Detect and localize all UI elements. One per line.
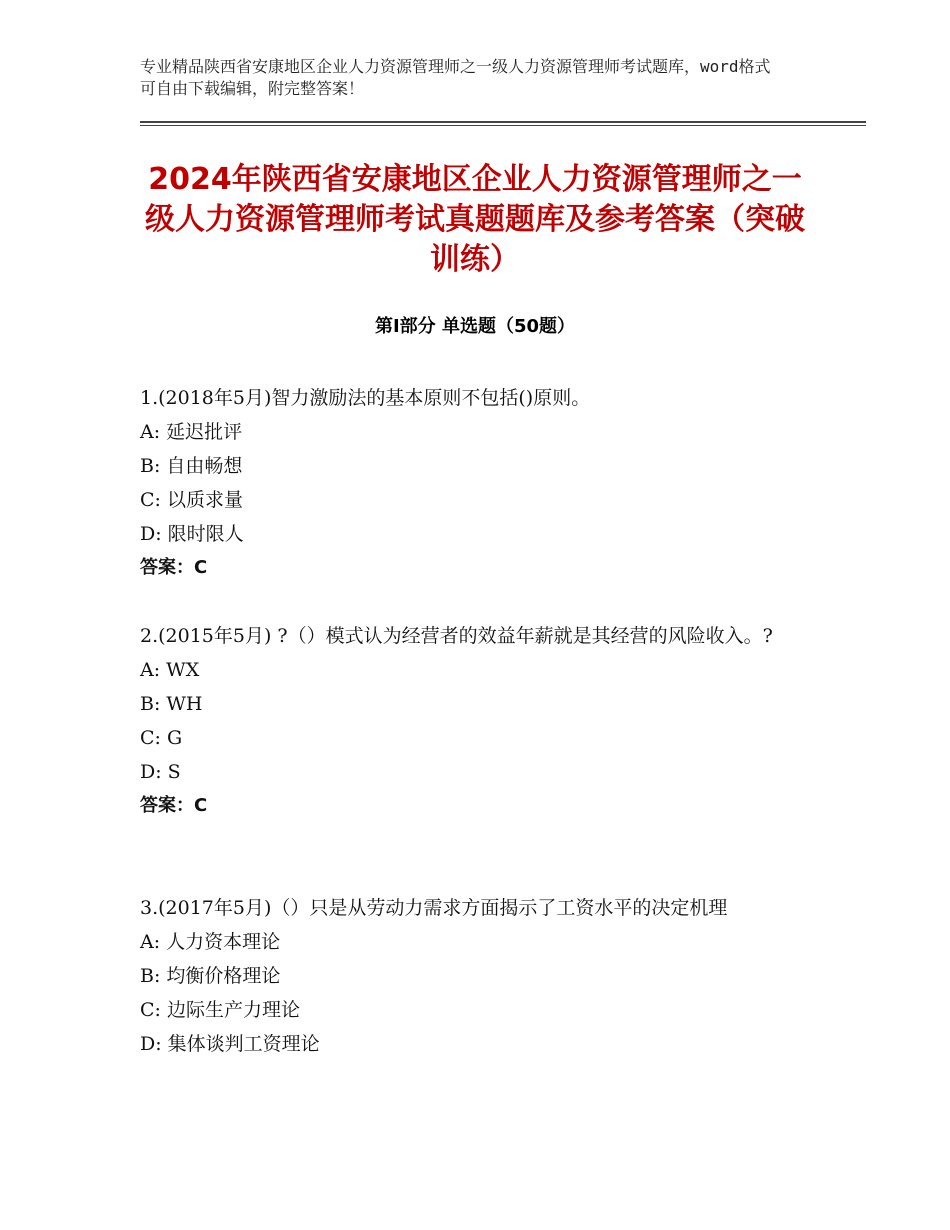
- section-title: 第Ⅰ部分 单选题（50题）: [374, 316, 575, 337]
- option-a: A: 人力资本理论: [140, 931, 281, 953]
- option-d: D: 集体谈判工资理论: [140, 1033, 320, 1055]
- option-c: C: 以质求量: [140, 489, 243, 511]
- question-1: [140, 381, 810, 585]
- option-a: A: WX: [140, 659, 200, 681]
- header-rule-thick: [140, 121, 866, 123]
- answer: 答案：C: [140, 557, 208, 578]
- answer: 答案：C: [140, 795, 208, 816]
- option-b: B: 均衡价格理论: [140, 965, 281, 987]
- option-b: B: WH: [140, 693, 203, 715]
- question-stem: 2.(2015年5月) ?（）模式认为经营者的效益年薪就是其经营的风险收入。?: [140, 625, 773, 647]
- question-2: [140, 619, 810, 823]
- option-a: A: 延迟批评: [140, 421, 243, 443]
- question-3: [140, 891, 810, 1061]
- header-rule-thin: [140, 125, 866, 126]
- option-d: D: 限时限人: [140, 523, 244, 545]
- option-c: C: 边际生产力理论: [140, 999, 300, 1021]
- option-b: B: 自由畅想: [140, 455, 243, 477]
- document-title: 2024年陕西省安康地区企业人力资源管理师之一级人力资源管理师考试真题题库及参考答案（突破训练）: [145, 162, 805, 277]
- question-stem: 3.(2017年5月)（）只是从劳动力需求方面揭示了工资水平的决定机理: [140, 897, 728, 919]
- option-c: C: G: [140, 727, 183, 749]
- header-note: 专业精品陕西省安康地区企业人力资源管理师之一级人力资源管理师考试题库，word格式可自由下载编辑，附完整答案！: [140, 57, 771, 98]
- question-stem: 1.(2018年5月)智力激励法的基本原则不包括()原则。: [140, 387, 591, 409]
- option-d: D: S: [140, 761, 181, 783]
